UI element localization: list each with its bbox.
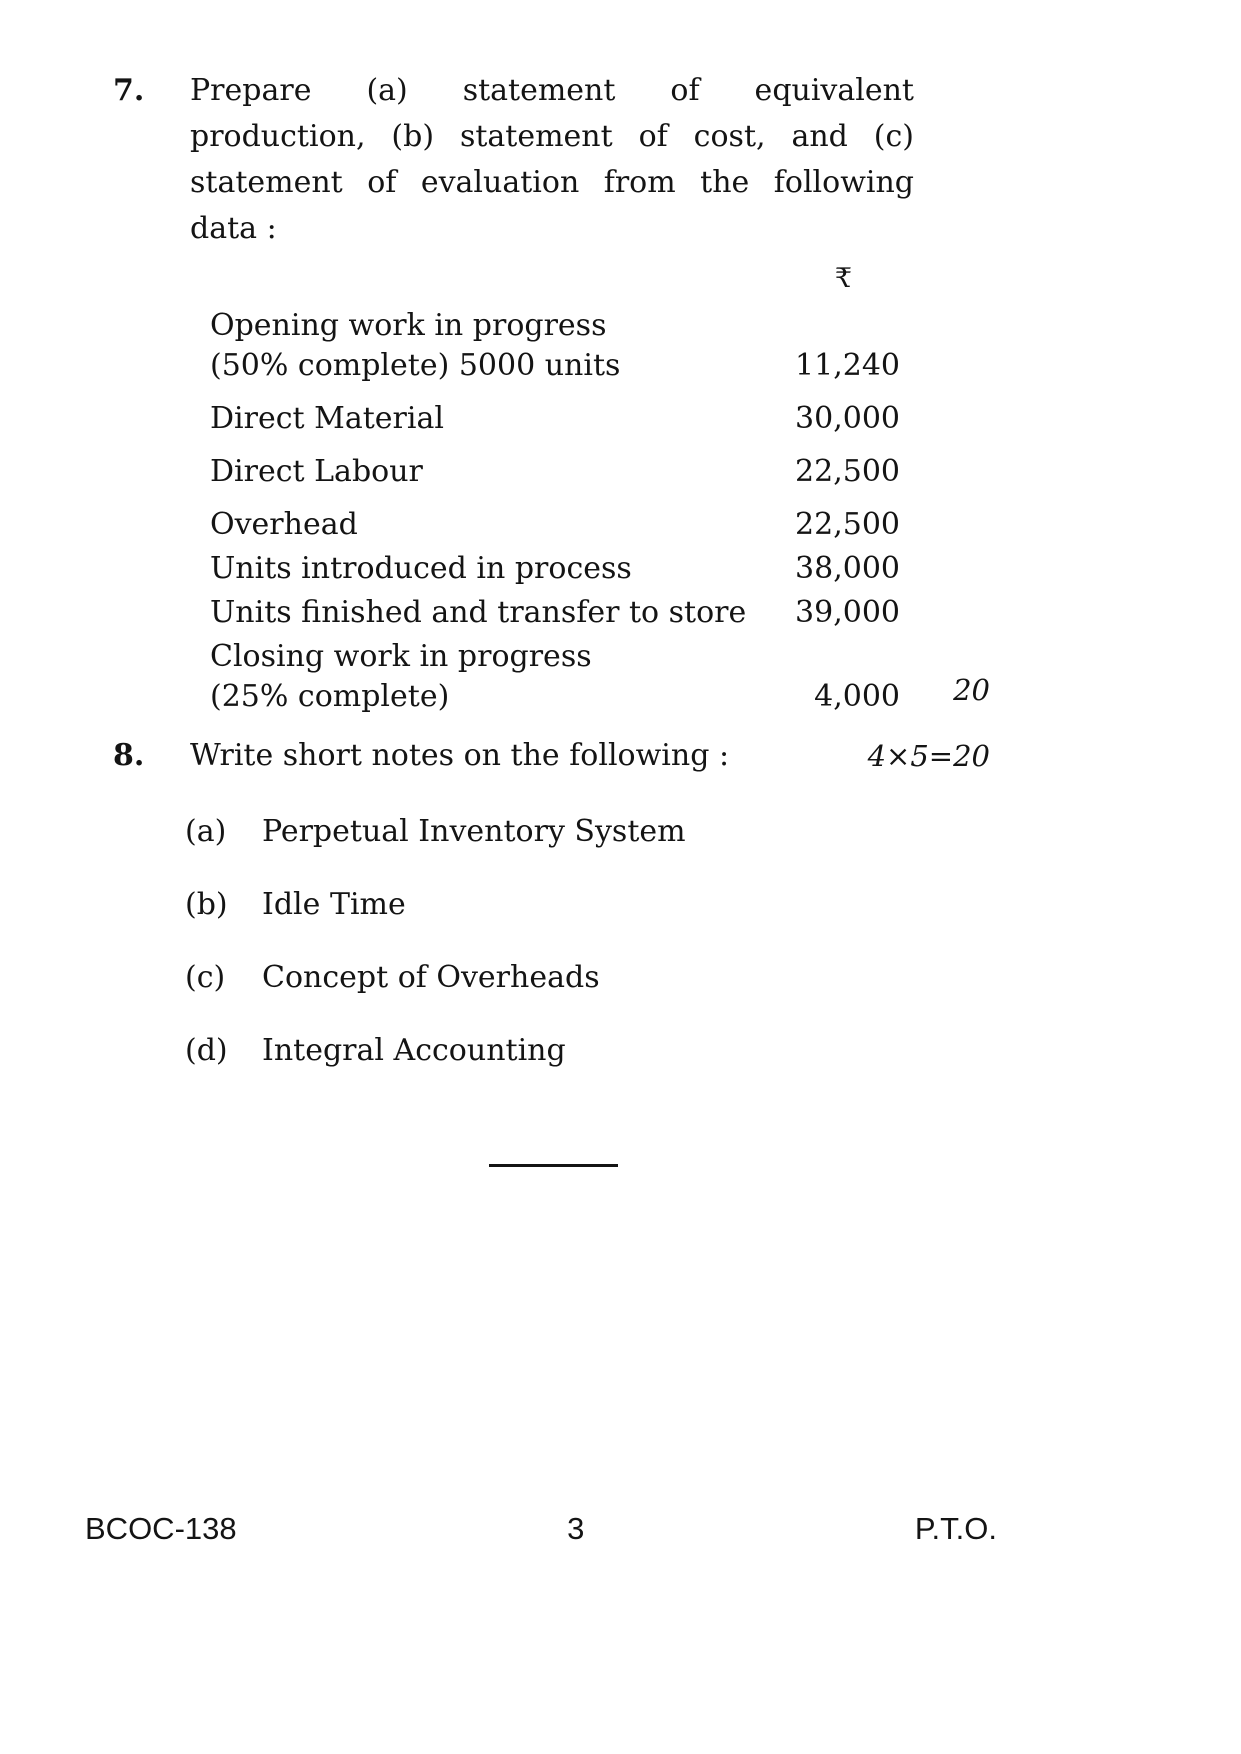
page-number: 3: [567, 1511, 585, 1546]
item-text: Perpetual Inventory System: [262, 814, 686, 849]
page-footer: [85, 1510, 997, 1548]
item-label: (a): [185, 814, 227, 849]
row-value: 39,000: [795, 595, 900, 630]
table-row: [210, 593, 900, 633]
question-8-text: Write short notes on the following :: [190, 738, 730, 773]
question-7-data-table: [210, 256, 900, 717]
row-label: Units finished and transfer to store: [210, 595, 747, 630]
row-label: [210, 637, 592, 717]
table-row: [210, 505, 900, 545]
row-value: 38,000: [795, 551, 900, 586]
item-text: Idle Time: [262, 887, 406, 922]
list-item: [185, 882, 990, 928]
table-row: [210, 452, 900, 492]
row-label-line: Opening work in progress: [210, 308, 607, 343]
list-item: [185, 809, 990, 855]
row-label: [210, 306, 620, 386]
row-value: 11,240: [795, 348, 900, 383]
question-8-subitems: [185, 809, 990, 1074]
row-label: Overhead: [210, 507, 358, 542]
row-label-line: (50% complete) 5000 units: [210, 348, 621, 383]
list-item: [185, 1028, 990, 1074]
row-label: Units introduced in process: [210, 551, 632, 586]
paper-code: BCOC-138: [85, 1511, 237, 1546]
row-value: 22,500: [795, 507, 900, 542]
question-7-number: 7.: [113, 73, 145, 108]
table-row: [210, 399, 900, 439]
row-label: Direct Labour: [210, 454, 423, 489]
row-value: 4,000: [814, 679, 900, 714]
question-7: [113, 68, 990, 717]
row-label-line: (25% complete): [210, 679, 450, 714]
table-row: [210, 637, 900, 717]
table-row: [210, 306, 900, 386]
list-item: [185, 955, 990, 1001]
separator-line: [489, 1164, 618, 1167]
question-8: [113, 733, 990, 1074]
question-8-number: 8.: [113, 738, 145, 773]
currency-symbol: ₹: [834, 263, 852, 294]
item-label: (b): [185, 887, 228, 922]
item-text: Integral Accounting: [262, 1033, 566, 1068]
row-label-line: Closing work in progress: [210, 639, 592, 674]
item-text: Concept of Overheads: [262, 960, 600, 995]
item-label: (c): [185, 960, 226, 995]
question-8-marks: 4×5=20: [867, 739, 990, 773]
pto-label: P.T.O.: [914, 1511, 997, 1546]
row-value: 30,000: [795, 401, 900, 436]
row-label: Direct Material: [210, 401, 444, 436]
question-7-text: Prepare (a) statement of equivalent production, (b) statement of cost, and (c) statement of evaluation from the following data :: [190, 73, 914, 246]
item-label: (d): [185, 1033, 228, 1068]
question-7-marks: 20: [953, 673, 990, 707]
row-value: 22,500: [795, 454, 900, 489]
table-row: [210, 549, 900, 589]
